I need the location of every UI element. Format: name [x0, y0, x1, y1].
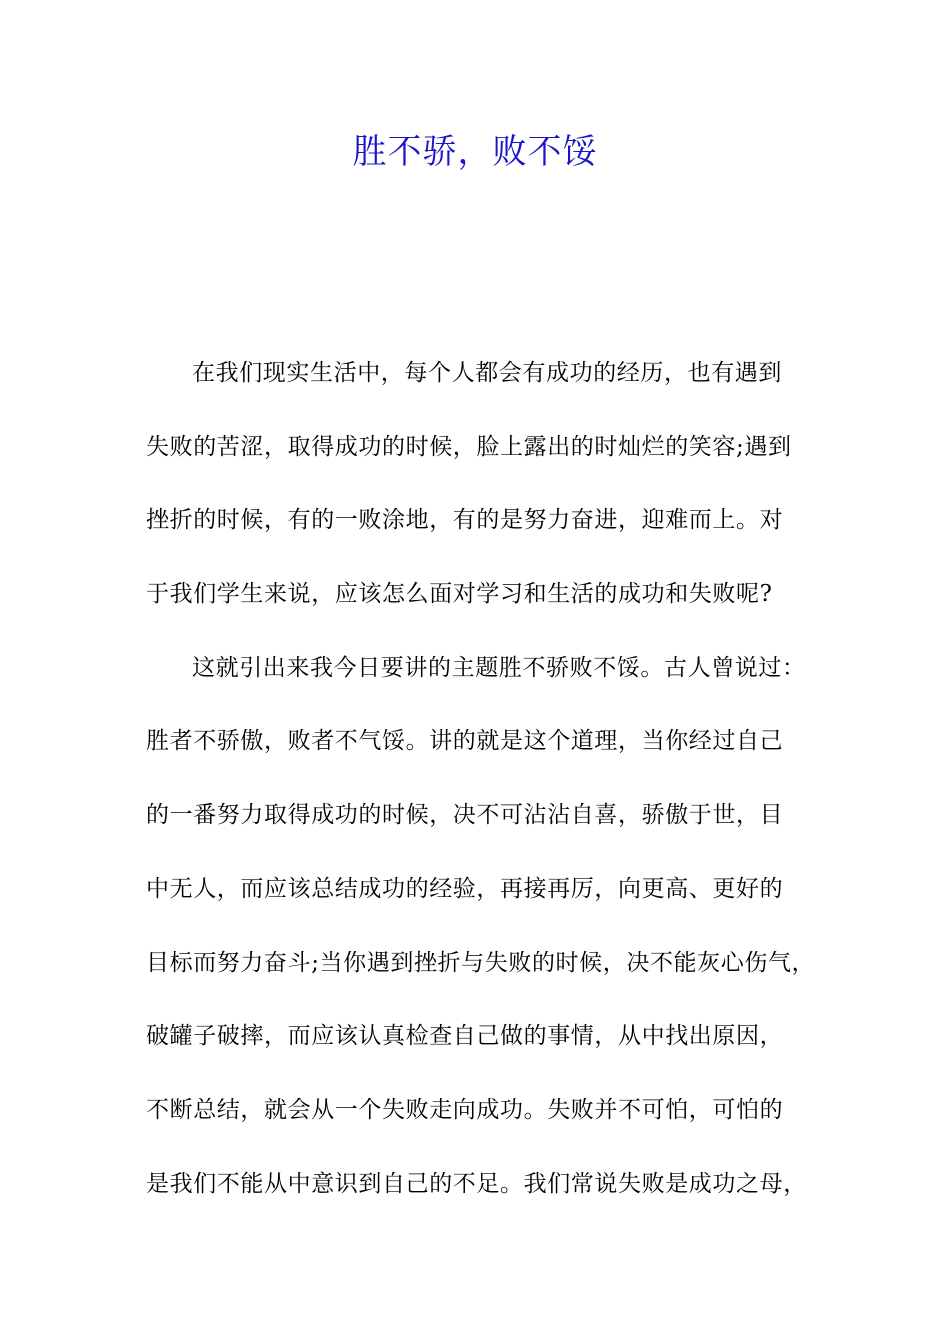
- paragraph-2-line-5: 目标而努力奋斗;当你遇到挫折与失败的时候，决不能灰心伤气，: [146, 949, 816, 976]
- paragraph-1-line-1: 在我们现实生活中，每个人都会有成功的经历，也有遇到: [192, 360, 782, 386]
- paragraph-2-line-6: 破罐子破摔，而应该认真检查自己做的事情，从中找出原因，: [146, 1023, 784, 1050]
- paragraph-2-line-2: 胜者不骄傲，败者不气馁。讲的就是这个道理，当你经过自己: [146, 728, 784, 755]
- paragraph-2-line-4: 中无人，而应该总结成功的经验，再接再厉，向更高、更好的: [146, 875, 784, 902]
- document-title: 胜不骄，败不馁: [352, 132, 598, 172]
- paragraph-1-line-4: 于我们学生来说，应该怎么面对学习和生活的成功和失败呢?: [146, 581, 773, 608]
- paragraph-2-line-1: 这就引出来我今日要讲的主题胜不骄败不馁。古人曾说过：: [192, 654, 806, 681]
- paragraph-1-line-2: 失败的苦涩，取得成功的时候，脸上露出的时灿烂的笑容;遇到: [146, 433, 792, 460]
- paragraph-2-line-8: 是我们不能从中意识到自己的不足。我们常说失败是成功之母，: [146, 1170, 807, 1197]
- paragraph-2-line-3: 的一番努力取得成功的时候，决不可沾沾自喜，骄傲于世，目: [146, 802, 784, 829]
- paragraph-1-line-3: 挫折的时候，有的一败涂地，有的是努力奋进，迎难而上。对: [146, 507, 784, 534]
- document-body: [146, 337, 816, 1221]
- paragraph-2-line-7: 不断总结，就会从一个失败走向成功。失败并不可怕，可怕的: [146, 1096, 784, 1123]
